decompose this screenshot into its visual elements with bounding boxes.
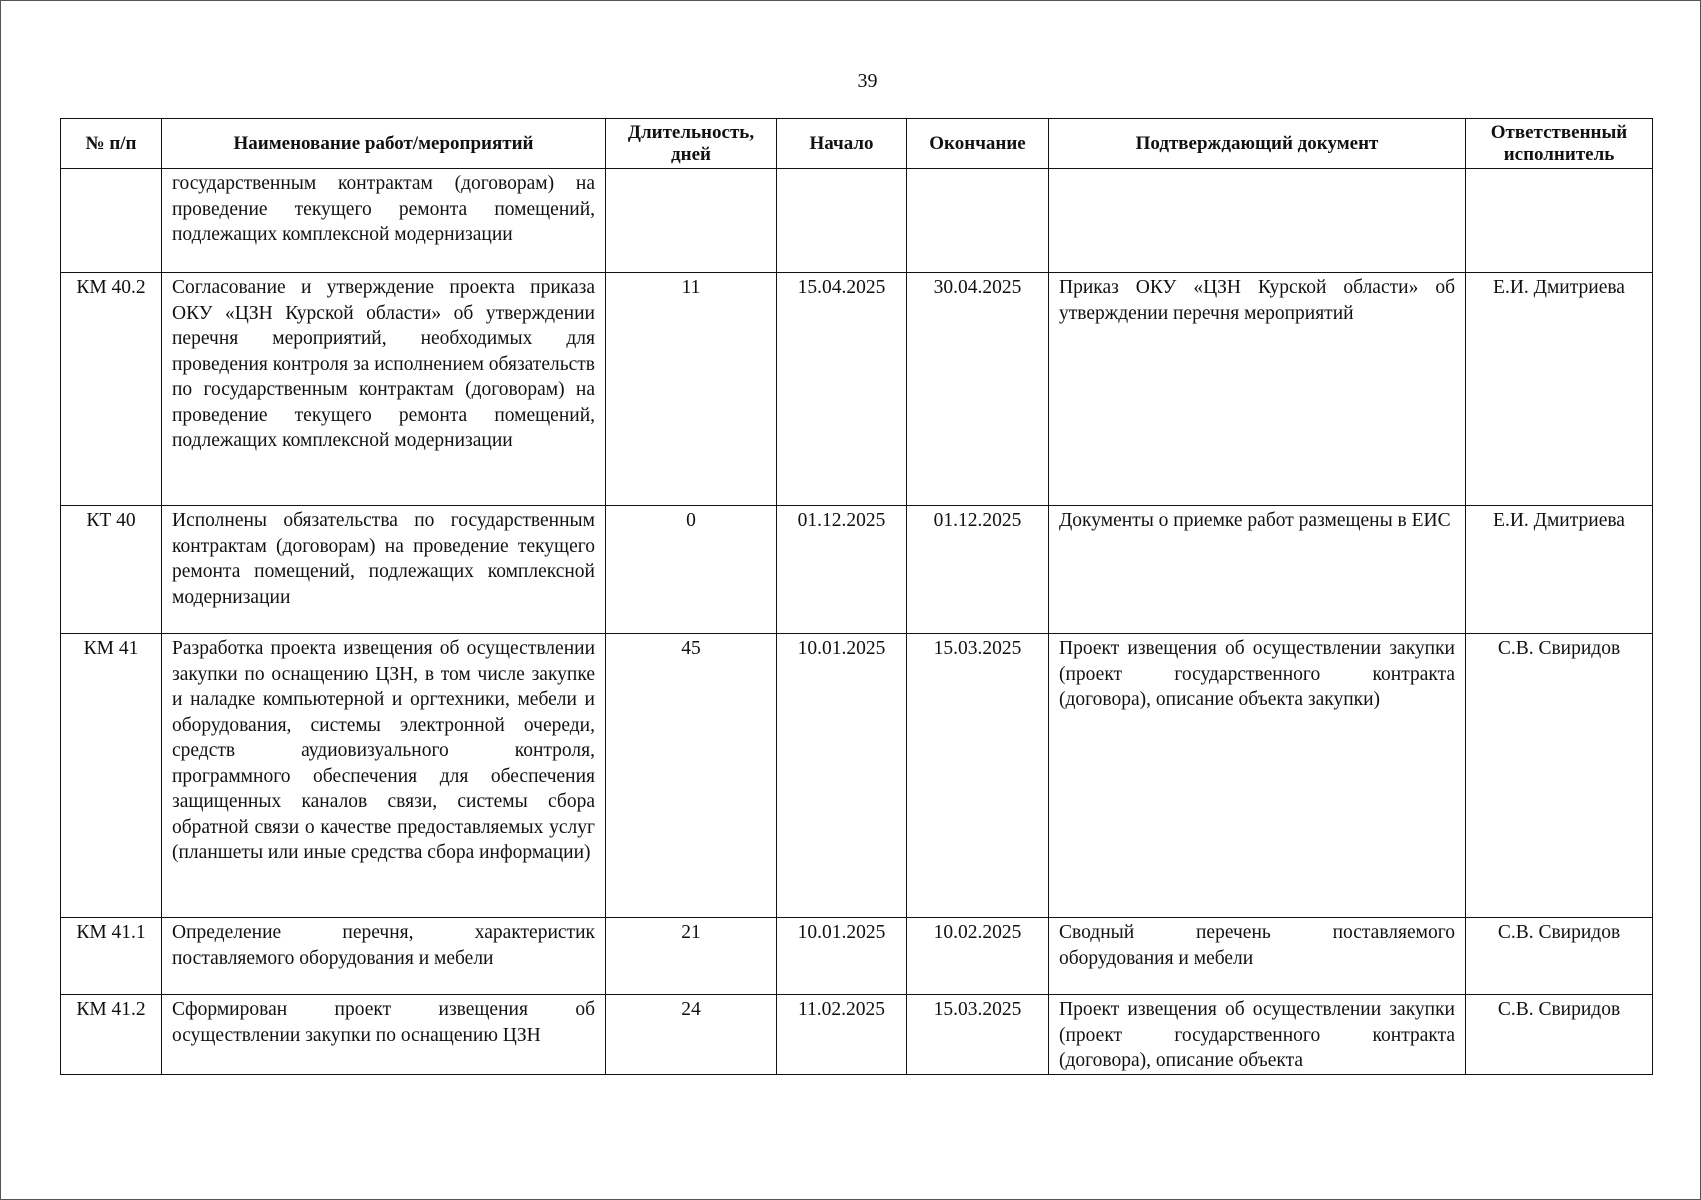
row-duration: 21 <box>606 918 777 995</box>
row-name: государственным контрактам (договорам) на проведение текущего ремонта помещений, подлежащих комплексной модернизации <box>162 169 606 273</box>
row-duration: 11 <box>606 273 777 506</box>
row-document: Проект извещения об осуществлении закупки (проект государственного контракта (договора), описание объекта <box>1049 995 1466 1075</box>
row-document: Сводный перечень поставляемого оборудования и мебели <box>1049 918 1466 995</box>
row-end: 15.03.2025 <box>907 634 1049 918</box>
row-responsible: С.В. Свиридов <box>1466 918 1653 995</box>
row-end: 01.12.2025 <box>907 506 1049 634</box>
row-duration <box>606 169 777 273</box>
row-start: 11.02.2025 <box>777 995 907 1075</box>
row-duration: 45 <box>606 634 777 918</box>
table-row <box>61 169 1653 273</box>
row-name: Согласование и утверждение проекта приказа ОКУ «ЦЗН Курской области» об утверждении перечня мероприятий, необходимых для проведения контроля за исполнением обязательств по государственным контрактам (договорам) на проведение текущего ремонта помещений, подлежащих комплексной модернизации <box>162 273 606 506</box>
row-responsible: Е.И. Дмитриева <box>1466 506 1653 634</box>
row-responsible: С.В. Свиридов <box>1466 634 1653 918</box>
row-number: КМ 41 <box>61 634 162 918</box>
row-duration: 0 <box>606 506 777 634</box>
row-name: Разработка проекта извещения об осуществлении закупки по оснащению ЦЗН, в том числе закупке и наладке компьютерной и оргтехники, мебели и оборудования, системы электронной очереди, средств аудиовизуального контроля, программного обеспечения для обеспечения защищенных каналов связи, системы сбора обратной связи о качестве предоставляемых услуг (планшеты или иные средства сбора информации) <box>162 634 606 918</box>
table-row <box>61 506 1653 634</box>
row-end: 15.03.2025 <box>907 995 1049 1075</box>
row-number: КМ 41.1 <box>61 918 162 995</box>
row-start: 01.12.2025 <box>777 506 907 634</box>
header-name: Наименование работ/мероприятий <box>162 119 606 169</box>
row-document <box>1049 169 1466 273</box>
row-document: Приказ ОКУ «ЦЗН Курской области» об утверждении перечня мероприятий <box>1049 273 1466 506</box>
row-start <box>777 169 907 273</box>
row-end: 30.04.2025 <box>907 273 1049 506</box>
header-end: Окончание <box>907 119 1049 169</box>
row-start: 15.04.2025 <box>777 273 907 506</box>
row-document: Документы о приемке работ размещены в ЕИС <box>1049 506 1466 634</box>
row-start: 10.01.2025 <box>777 634 907 918</box>
table-row <box>61 918 1653 995</box>
row-document: Проект извещения об осуществлении закупки (проект государственного контракта (договора), описание объекта закупки) <box>1049 634 1466 918</box>
header-document: Подтверждающий документ <box>1049 119 1466 169</box>
row-number <box>61 169 162 273</box>
row-start: 10.01.2025 <box>777 918 907 995</box>
row-number: КТ 40 <box>61 506 162 634</box>
header-duration: Длительность, дней <box>606 119 777 169</box>
header-start: Начало <box>777 119 907 169</box>
table-row <box>61 273 1653 506</box>
row-name: Определение перечня, характеристик поставляемого оборудования и мебели <box>162 918 606 995</box>
row-responsible: С.В. Свиридов <box>1466 995 1653 1075</box>
row-end: 10.02.2025 <box>907 918 1049 995</box>
row-name: Исполнены обязательства по государственным контрактам (договорам) на проведение текущего ремонта помещений, подлежащих комплексной модернизации <box>162 506 606 634</box>
row-duration: 24 <box>606 995 777 1075</box>
header-number: № п/п <box>61 119 162 169</box>
schedule-table <box>60 118 1653 1075</box>
header-responsible: Ответственный исполнитель <box>1466 119 1653 169</box>
table-row <box>61 995 1653 1075</box>
page-number: 39 <box>857 70 878 92</box>
row-end <box>907 169 1049 273</box>
row-number: КМ 40.2 <box>61 273 162 506</box>
row-number: КМ 41.2 <box>61 995 162 1075</box>
row-name: Сформирован проект извещения об осуществлении закупки по оснащению ЦЗН <box>162 995 606 1075</box>
table-header-row <box>61 119 1653 169</box>
table-row <box>61 634 1653 918</box>
row-responsible: Е.И. Дмитриева <box>1466 273 1653 506</box>
row-responsible <box>1466 169 1653 273</box>
